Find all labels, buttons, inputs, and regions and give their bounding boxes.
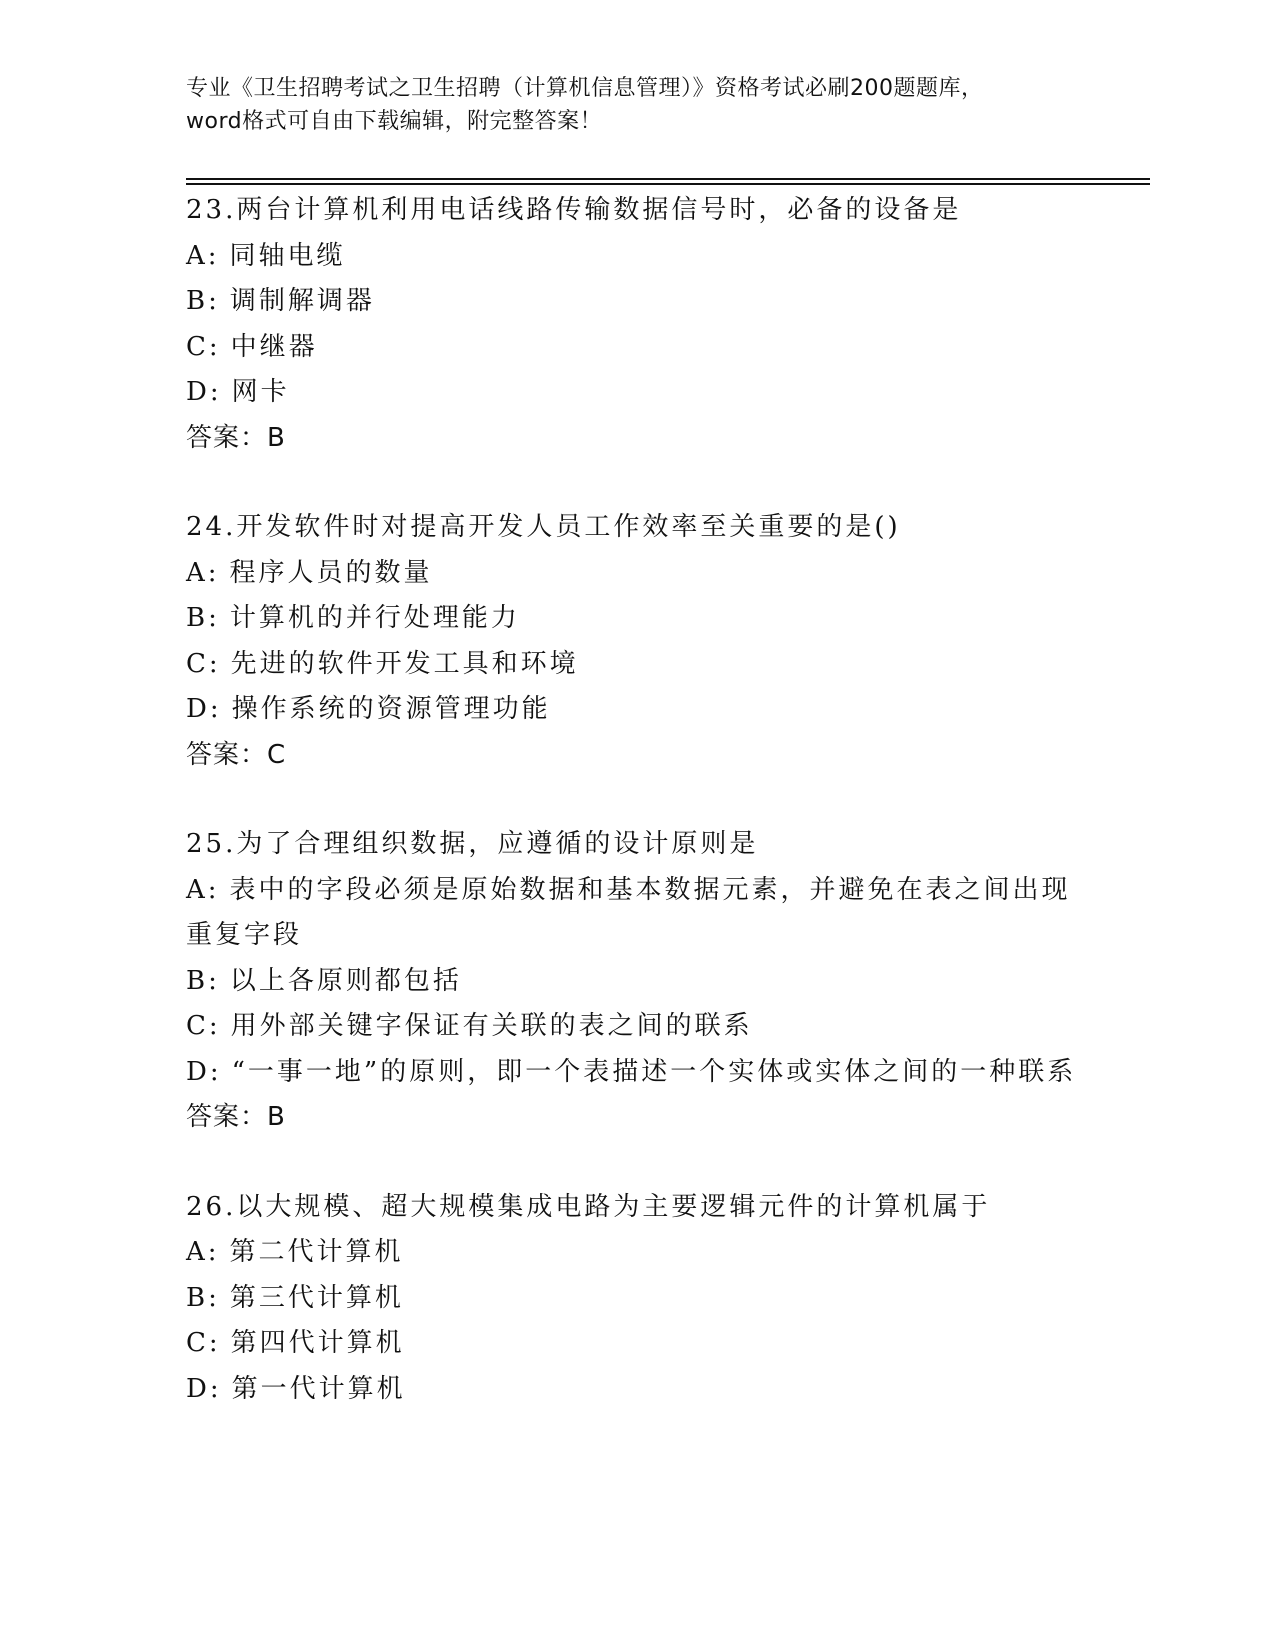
- option-prefix: D:: [186, 1056, 222, 1087]
- option-a: [186, 551, 1086, 597]
- option-text: “一事一地”的原则，即一个表描述一个实体或实体之间的一种联系: [231, 1056, 1077, 1087]
- option-c: [186, 325, 1086, 371]
- option-prefix: A:: [186, 240, 220, 271]
- option-text: 计算机的并行处理能力: [229, 603, 520, 633]
- option-text: 先进的软件开发工具和环境: [230, 648, 579, 679]
- question-stem: 23.两台计算机利用电话线路传输数据信号时，必备的设备是: [186, 195, 962, 225]
- header-line-1: 专业《卫生招聘考试之卫生招聘（计算机信息管理）》资格考试必刷200题题库，: [186, 76, 984, 101]
- option-text: 中继器: [230, 331, 318, 362]
- option-c: [186, 1321, 1086, 1367]
- question-stem: 25.为了合理组织数据，应遵循的设计原则是: [186, 829, 759, 859]
- option-prefix: C:: [186, 1328, 221, 1358]
- option-prefix: B:: [186, 1282, 220, 1313]
- option-prefix: A:: [186, 1237, 220, 1267]
- option-d: [186, 1367, 1086, 1413]
- option-text: 操作系统的资源管理功能: [231, 694, 551, 724]
- option-prefix: B:: [186, 286, 220, 316]
- option-prefix: A:: [186, 557, 220, 588]
- question-24: [186, 505, 1086, 778]
- option-text: 第一代计算机: [231, 1373, 406, 1404]
- option-prefix: B:: [186, 603, 220, 633]
- option-prefix: D:: [186, 1373, 222, 1404]
- answer-text: 答案：B: [186, 422, 286, 453]
- option-a: [186, 868, 1086, 959]
- option-d: [186, 1050, 1086, 1096]
- option-prefix: D:: [186, 694, 222, 724]
- option-prefix: C:: [186, 648, 221, 679]
- option-a: [186, 1230, 1086, 1276]
- option-text: 第二代计算机: [229, 1237, 404, 1267]
- option-b: [186, 279, 1086, 325]
- option-text: 网卡: [231, 377, 290, 407]
- option-b: [186, 959, 1086, 1005]
- question-25: [186, 822, 1086, 1141]
- option-prefix: A:: [186, 874, 220, 905]
- option-d: [186, 687, 1086, 733]
- header-divider-top: [186, 178, 1150, 180]
- option-text: 同轴电缆: [229, 240, 346, 271]
- document-header: [186, 72, 1086, 138]
- question-list: [186, 188, 1086, 1456]
- option-text: 程序人员的数量: [229, 557, 433, 588]
- header-divider-bottom: [186, 183, 1150, 185]
- option-prefix: C:: [186, 331, 221, 362]
- option-prefix: B:: [186, 965, 220, 996]
- question-23: [186, 188, 1086, 461]
- option-b: [186, 1276, 1086, 1322]
- question-stem: 24.开发软件时对提高开发人员工作效率至关重要的是(): [186, 512, 901, 542]
- header-line-2: word格式可自由下载编辑，附完整答案！: [186, 109, 603, 134]
- answer-text: 答案：C: [186, 739, 287, 770]
- option-text: 第四代计算机: [230, 1328, 405, 1358]
- option-text: 第三代计算机: [229, 1282, 404, 1313]
- option-d: [186, 370, 1086, 416]
- question-26: [186, 1185, 1086, 1413]
- option-prefix: D:: [186, 377, 222, 407]
- option-text: 调制解调器: [229, 286, 375, 316]
- option-c: [186, 642, 1086, 688]
- option-b: [186, 596, 1086, 642]
- question-stem: 26.以大规模、超大规模集成电路为主要逻辑元件的计算机属于: [186, 1191, 991, 1222]
- option-a: [186, 234, 1086, 280]
- option-text: 用外部关键字保证有关联的表之间的联系: [230, 1011, 753, 1041]
- option-text: 以上各原则都包括: [229, 965, 462, 996]
- option-c: [186, 1004, 1086, 1050]
- option-text: 表中的字段必须是原始数据和基本数据元素，并避免在表之间出现重复字段: [186, 874, 1071, 950]
- answer-text: 答案：B: [186, 1102, 286, 1132]
- option-prefix: C:: [186, 1011, 221, 1041]
